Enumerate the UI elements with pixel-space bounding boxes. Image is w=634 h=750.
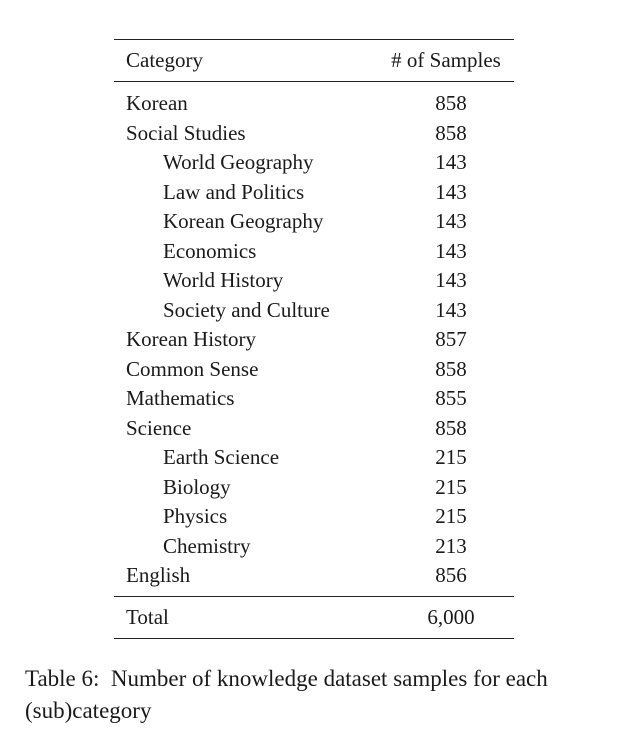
row-category-label: World History: [163, 268, 284, 293]
table-row: [114, 561, 514, 591]
table-subrow: [114, 443, 514, 473]
row-category-label: Physics: [163, 504, 228, 529]
table-body: [114, 82, 514, 596]
row-sample-count: 857: [435, 327, 467, 352]
caption-line-1: Table 6: Number of knowledge dataset samples for each: [25, 666, 548, 691]
table-header-row: [114, 40, 514, 81]
row-category-label: Mathematics: [126, 386, 235, 411]
header-category: Category: [126, 48, 203, 72]
row-sample-count: 858: [435, 120, 467, 145]
row-category-label: Common Sense: [126, 356, 259, 381]
row-sample-count: 215: [435, 445, 467, 470]
row-sample-count: 856: [435, 563, 467, 588]
row-category-label: Korean Geography: [163, 209, 324, 234]
row-sample-count: 143: [435, 238, 467, 263]
table-subrow: [114, 532, 514, 562]
row-sample-count: 143: [435, 150, 467, 175]
row-category-label: Economics: [163, 238, 257, 263]
total-label: Total: [126, 604, 169, 629]
row-sample-count: 858: [435, 91, 467, 116]
total-row: [114, 597, 514, 638]
row-category-label: Earth Science: [163, 445, 280, 470]
row-category-label: Science: [126, 415, 192, 440]
row-category-label: Biology: [163, 474, 231, 499]
row-category-label: Social Studies: [126, 120, 246, 145]
bottom-rule: [114, 638, 514, 639]
table-caption: [25, 663, 625, 727]
row-sample-count: 143: [435, 209, 467, 234]
row-sample-count: 213: [435, 533, 467, 558]
row-category-label: World Geography: [163, 150, 314, 175]
row-sample-count: 143: [435, 268, 467, 293]
caption-line-2: (sub)category: [25, 698, 152, 723]
row-sample-count: 858: [435, 415, 467, 440]
row-sample-count: 143: [435, 297, 467, 322]
table-row: [114, 325, 514, 355]
table-subrow: [114, 473, 514, 503]
data-table: [114, 39, 514, 639]
row-category-label: Korean: [126, 91, 188, 116]
table-row: [114, 384, 514, 414]
table-subrow: [114, 237, 514, 267]
row-sample-count: 855: [435, 386, 467, 411]
row-category-label: Chemistry: [163, 533, 251, 558]
row-sample-count: 858: [435, 356, 467, 381]
row-category-label: Law and Politics: [163, 179, 305, 204]
row-category-label: Society and Culture: [163, 297, 330, 322]
row-category-label: English: [126, 563, 191, 588]
total-value: 6,000: [427, 604, 475, 629]
table-row: [114, 414, 514, 444]
header-samples: # of Samples: [391, 48, 501, 72]
table-subrow: [114, 296, 514, 326]
table-row: [114, 119, 514, 149]
table-subrow: [114, 502, 514, 532]
table-subrow: [114, 266, 514, 296]
row-sample-count: 215: [435, 504, 467, 529]
table-subrow: [114, 148, 514, 178]
row-sample-count: 215: [435, 474, 467, 499]
table-row: [114, 89, 514, 119]
table-row: [114, 355, 514, 385]
row-sample-count: 143: [435, 179, 467, 204]
row-category-label: Korean History: [126, 327, 257, 352]
table-subrow: [114, 207, 514, 237]
table-subrow: [114, 178, 514, 208]
